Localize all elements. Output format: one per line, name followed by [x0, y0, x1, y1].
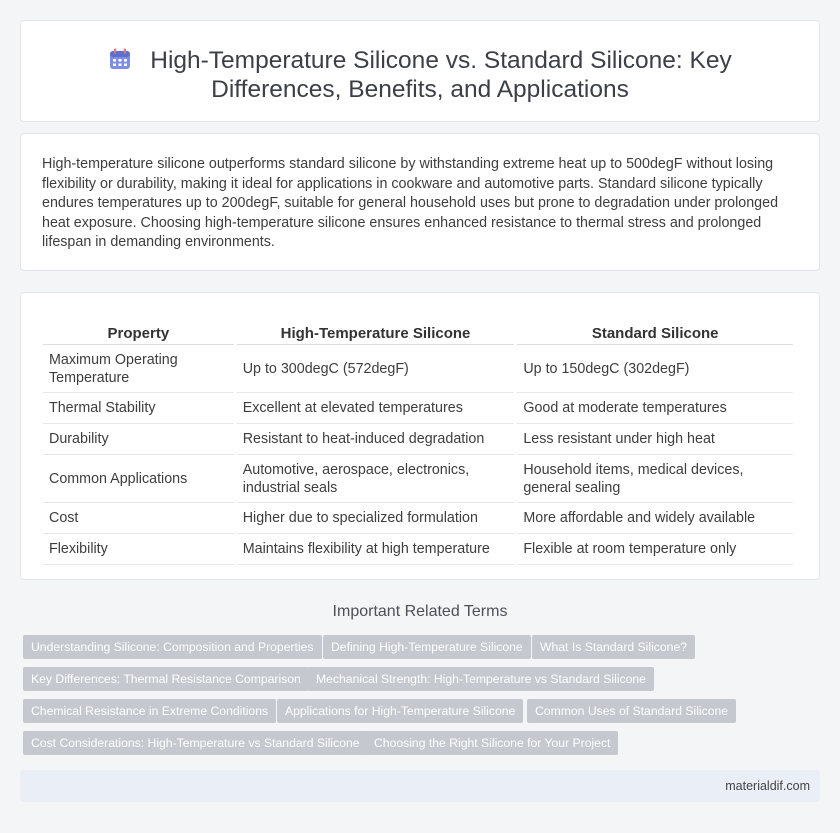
related-tag[interactable]: Choosing the Right Silicone for Your Project	[366, 731, 618, 755]
table-header-row	[43, 315, 793, 345]
table-cell: Automotive, aerospace, electronics, industrial seals	[237, 455, 515, 503]
footer-bar	[20, 770, 820, 802]
column-header: High-Temperature Silicone	[237, 315, 515, 345]
table-row	[43, 424, 793, 455]
table-cell: Good at moderate temperatures	[517, 393, 793, 424]
related-terms-title: Important Related Terms	[332, 603, 508, 620]
table-cell: Household items, medical devices, general sealing	[517, 455, 793, 503]
table-cell: Flexible at room temperature only	[517, 534, 793, 565]
comparison-table	[40, 315, 796, 565]
related-tag[interactable]: Mechanical Strength: High-Temperature vs Standard Silicone	[308, 667, 654, 691]
table-cell: Higher due to specialized formulation	[237, 503, 515, 534]
column-header: Standard Silicone	[517, 315, 793, 345]
related-tag[interactable]: Common Uses of Standard Silicone	[527, 699, 736, 723]
table-cell: Up to 300degC (572degF)	[237, 345, 515, 393]
table-cell: Resistant to heat-induced degradation	[237, 424, 515, 455]
table-row	[43, 503, 793, 534]
related-tag[interactable]: What Is Standard Silicone?	[532, 635, 695, 659]
related-tag[interactable]: Chemical Resistance in Extreme Conditions	[23, 699, 276, 723]
table-cell: Flexibility	[43, 534, 234, 565]
table-row	[43, 534, 793, 565]
related-tag[interactable]: Defining High-Temperature Silicone	[323, 635, 531, 659]
table-cell: Less resistant under high heat	[517, 424, 793, 455]
footer-site-link[interactable]: materialdif.com	[725, 779, 810, 793]
page-title: High-Temperature Silicone vs. Standard Silicone: Key Differences, Benefits, and Applications	[150, 47, 732, 103]
comparison-card	[20, 292, 820, 580]
table-cell: Cost	[43, 503, 234, 534]
table-row	[43, 393, 793, 424]
related-tag[interactable]: Key Differences: Thermal Resistance Comparison	[23, 667, 309, 691]
table-row	[43, 455, 793, 503]
related-tag[interactable]: Cost Considerations: High-Temperature vs Standard Silicone	[23, 731, 368, 755]
table-cell: Common Applications	[43, 455, 234, 503]
table-cell: Maximum Operating Temperature	[43, 345, 234, 393]
intro-paragraph: High-temperature silicone outperforms standard silicone by withstanding extreme heat up to 500degF without losing flexibility or durability, making it ideal for applications in cookware and automotive parts. Standard silicone typically endures temperatures up to 200degF, suitable for general household uses but prone to degradation under prolonged heat exposure. Choosing high-temperature silicone ensures enhanced resistance to thermal stress and prolonged lifespan in demanding environments.	[42, 156, 779, 251]
related-tag[interactable]: Applications for High-Temperature Silicone	[277, 699, 523, 723]
column-header: Property	[43, 315, 234, 345]
page-title-wrap	[21, 46, 819, 104]
table-cell: More affordable and widely available	[517, 503, 793, 534]
table-cell: Durability	[43, 424, 234, 455]
table-cell: Maintains flexibility at high temperature	[237, 534, 515, 565]
related-tag[interactable]: Understanding Silicone: Composition and Properties	[23, 635, 322, 659]
table-cell: Up to 150degC (302degF)	[517, 345, 793, 393]
calendar-icon	[108, 47, 132, 71]
header-card	[20, 20, 820, 122]
table-cell: Excellent at elevated temperatures	[237, 393, 515, 424]
table-row	[43, 345, 793, 393]
table-cell: Thermal Stability	[43, 393, 234, 424]
intro-card	[20, 133, 820, 271]
